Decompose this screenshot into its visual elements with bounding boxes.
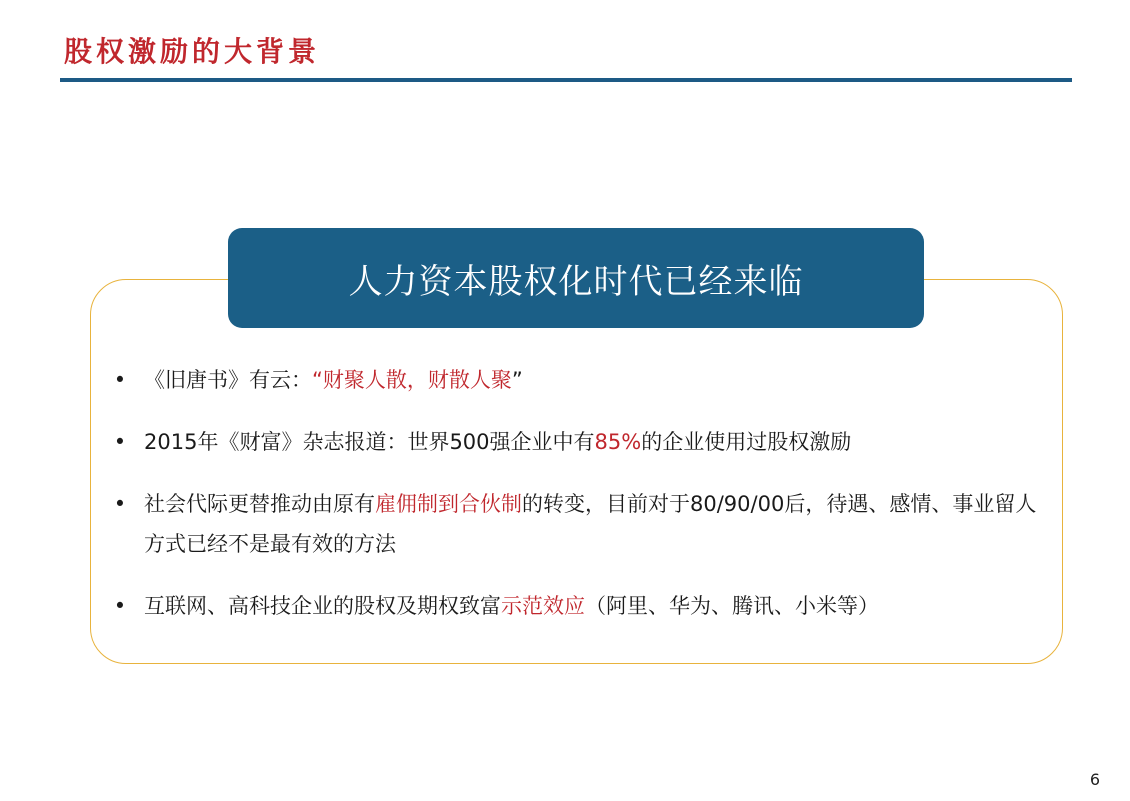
bullet-text: 的转变，目前对于80/90/00后，待遇、感情、事业留人方式已经不是最有效的方法 [144, 492, 1037, 556]
bullet-marker: • [113, 368, 127, 392]
bullet-highlight: 示范效应 [501, 594, 585, 618]
title-divider [60, 78, 1072, 82]
bullet-highlight: “财聚人散，财散人聚 [312, 368, 512, 392]
bullet-item [110, 360, 1040, 400]
bullet-text: （阿里、华为、腾讯、小米等） [585, 594, 879, 618]
banner-text: 人力资本股权化时代已经来临 [348, 261, 804, 302]
bullet-highlight: 85% [594, 430, 642, 454]
page-number: 6 [1089, 770, 1100, 789]
bullet-text: 《旧唐书》有云： [144, 368, 312, 392]
bullet-text: ” [511, 368, 523, 392]
bullet-marker: • [113, 594, 127, 618]
bullet-text: 2015年《财富》杂志报道：世界500强企业中有 [144, 430, 595, 454]
bullet-text: 的企业使用过股权激励 [641, 430, 852, 454]
bullet-item [110, 422, 1040, 462]
bullet-marker: • [113, 492, 127, 516]
bullet-marker: • [113, 430, 127, 454]
bullet-list [110, 360, 1040, 648]
slide-title: 股权激励的大背景 [64, 35, 321, 68]
bullet-item [110, 484, 1040, 564]
bullet-item [110, 586, 1040, 626]
bullet-text: 社会代际更替推动由原有 [144, 492, 375, 516]
banner [228, 228, 924, 328]
bullet-text: 互联网、高科技企业的股权及期权致富 [144, 594, 501, 618]
bullet-highlight: 雇佣制到合伙制 [375, 492, 522, 516]
